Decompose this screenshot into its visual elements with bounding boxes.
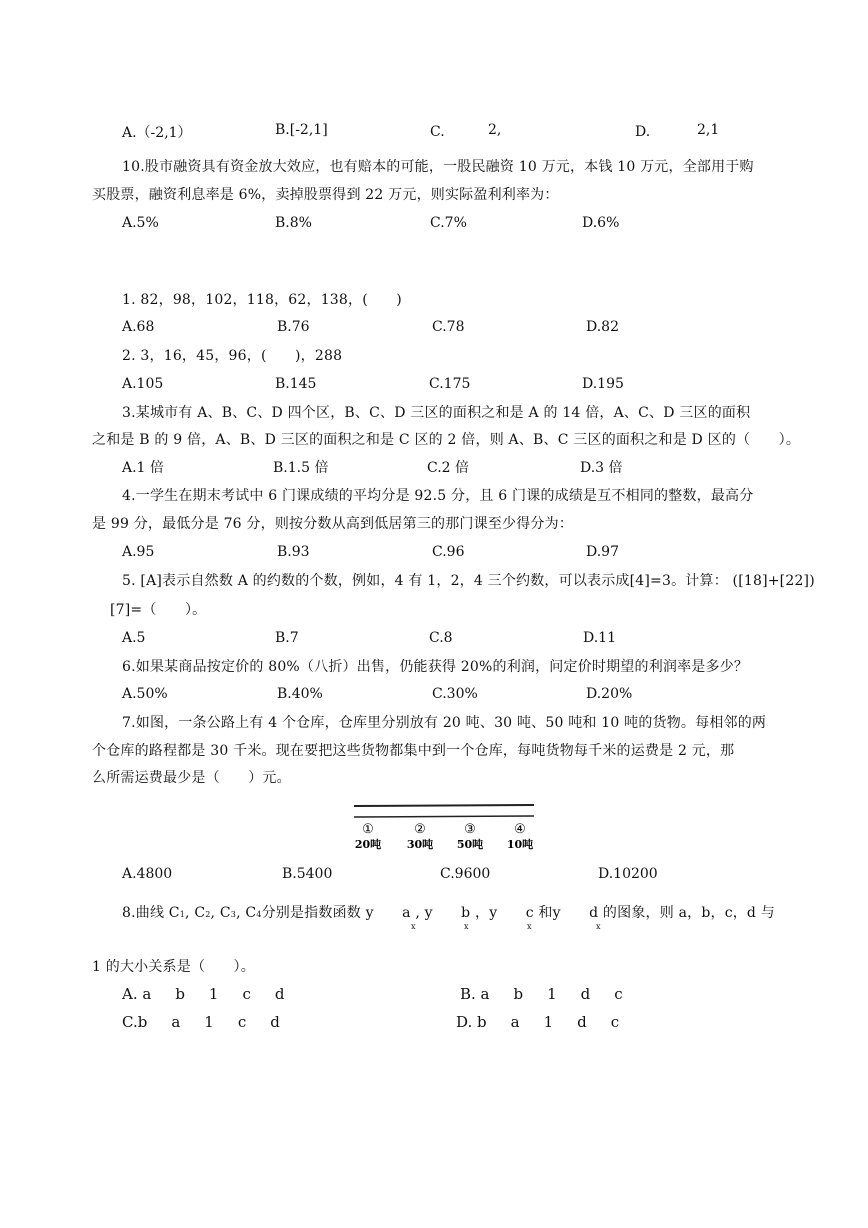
p8-exp-x-1: x: [411, 922, 416, 931]
p8-func-b: y b: [424, 905, 471, 921]
p8-tail: 的图象，则 a，b，c，d 与: [598, 905, 775, 921]
p8-options-row1: [0, 985, 868, 1009]
q9-option-b: B.[-2,1]: [275, 122, 328, 138]
p5-option-d: D.11: [583, 630, 616, 646]
road-bottom-line: [354, 816, 534, 817]
p8-options-row2: [0, 1013, 868, 1037]
p7-option-d: D.10200: [598, 866, 658, 882]
p8-sub-3: 3: [230, 910, 237, 919]
p8-option-b-term-3: 1: [547, 985, 557, 1003]
warehouse-3-marker: ③: [464, 822, 476, 837]
p4-text-line2: 是 99 分，最低分是 76 分，则按分数从高到低居第三的那门课至少得分为：: [92, 516, 574, 532]
p4-options: [0, 544, 868, 568]
p4-option-d: D.97: [586, 544, 619, 560]
p7-road-figure: [352, 800, 538, 854]
warehouse-1-marker: ①: [362, 822, 374, 837]
p4-option-c: C.96: [432, 544, 465, 560]
q9-option-a: A.（-2,1）: [122, 125, 192, 141]
p6-option-a: A.50%: [122, 686, 168, 702]
q10-option-b: B.8%: [275, 215, 312, 231]
p2-option-a: A.105: [122, 376, 164, 392]
p7-options: [0, 866, 868, 890]
p5-text-line2: [7]=（ ）。: [110, 602, 207, 618]
p4-option-a: A.95: [122, 544, 155, 560]
p3-options: [0, 457, 868, 481]
p8-func-c: y c: [489, 905, 534, 921]
p1-options: [0, 319, 868, 343]
p2-option-b: B.145: [275, 376, 317, 392]
q10-option-d: D.6%: [582, 215, 620, 231]
p8-exp-x-4: x: [596, 922, 601, 931]
q10-option-a: A.5%: [122, 215, 159, 231]
p8-option-b: [460, 985, 623, 1003]
p5-options: [0, 630, 868, 654]
p8-option-a-term-2: b: [175, 985, 185, 1003]
p8-sep-2: ，: [470, 905, 490, 921]
p8-mid: 分别是指数函数: [261, 905, 366, 921]
p8-option-b-term-5: c: [614, 985, 623, 1003]
road-top-line: [354, 805, 534, 806]
p8-option-b-term-1: B. a: [460, 985, 490, 1003]
p8-option-d-term-1: D. b: [456, 1013, 487, 1031]
p1-option-b: B.76: [277, 319, 310, 335]
p8-sub-4: 4: [256, 910, 262, 919]
p7-text-line2: 个仓库的路程都是 30 千米。现在要把这些货物都集中到一个仓库，每吨货物每千米的运费是 2 元，那: [92, 743, 735, 759]
p8-option-c-term-5: d: [270, 1013, 280, 1031]
p3-option-b: B.1.5 倍: [273, 460, 329, 476]
warehouse-3-label: 50吨: [456, 838, 484, 851]
p7-option-c: C.9600: [440, 866, 491, 882]
p8-text-line1: 8.曲线 C1, C2, C3, C4分别是指数函数 y a , y b ，y c 和y d 的图象，则 a，b，c，d 与: [122, 905, 775, 921]
p4-option-b: B.93: [277, 544, 310, 560]
p2-text: 2. 3，16，45，96，( )，288: [122, 348, 343, 364]
p6-text-line1: 6.如果某商品按定价的 80%（八折）出售，仍能获得 20%的利润，问定价时期望的利润率是多少？: [122, 659, 749, 675]
p8-option-a: [122, 985, 284, 1003]
q9-option-c: C.: [430, 124, 445, 140]
q10-option-c: C.7%: [430, 215, 467, 231]
p2-option-c: C.175: [429, 376, 471, 392]
p4-text-line1: 4.一学生在期末考试中 6 门课成绩的平均分是 92.5 分，且 6 门课的成绩是互不相同的整数，最高分: [122, 488, 754, 504]
p8-sub-2: 2: [205, 910, 211, 919]
p3-option-a: A.1 倍: [122, 460, 164, 476]
p7-option-b: B.5400: [282, 866, 333, 882]
p2-option-d: D.195: [582, 376, 624, 392]
p8-sep-1: ,: [410, 905, 425, 921]
p8-func-d: y d: [552, 905, 599, 921]
p7-text-line1: 7.如图，一条公路上有 4 个仓库，仓库里分别放有 20 吨、30 吨、50 吨和 10 吨的货物。每相邻的两: [122, 715, 767, 731]
p8-text-line2: 1 的大小关系是（ ）。: [92, 959, 255, 975]
p5-option-b: B.7: [275, 630, 299, 646]
p8-option-a-term-3: 1: [208, 985, 219, 1003]
p5-text-line1: 5. [A]表示自然数 A 的约数的个数，例如，4 有 1，2，4 三个约数，可以表示成[4]=3。计算： ([18]+[22]): [122, 573, 815, 589]
p1-option-c: C.78: [432, 319, 465, 335]
q10-text-line2: 买股票，融资利息率是 6%，卖掉股票得到 22 万元，则实际盈利利率为：: [92, 187, 559, 203]
p8-option-a-term-4: c: [242, 985, 251, 1003]
p5-option-c: C.8: [429, 630, 453, 646]
p8-option-a-term-1: A. a: [122, 985, 152, 1003]
p8-sub-1: 1: [179, 910, 186, 919]
p8-option-c-term-2: a: [171, 1013, 181, 1031]
q9-option-d: D.: [635, 124, 651, 140]
p8-option-c-term-4: c: [237, 1013, 247, 1031]
p8-option-c-term-3: 1: [204, 1013, 214, 1031]
p8-option-d-term-5: c: [610, 1013, 620, 1031]
p8-sep-3: 和: [533, 905, 553, 921]
p8-option-b-term-2: b: [513, 985, 524, 1003]
q9-option-c-value: 2,: [488, 122, 502, 138]
q10-text-line1: 10.股市融资具有资金放大效应，也有赔本的可能，一股民融资 10 万元，本钱 10 万元，全部用于购: [122, 159, 754, 175]
p8-option-b-term-4: d: [580, 985, 591, 1003]
warehouse-2-marker: ②: [414, 822, 426, 837]
p8-exp-x-3: x: [527, 922, 532, 931]
p8-option-a-term-5: d: [274, 985, 285, 1003]
p1-option-a: A.68: [122, 319, 155, 335]
p8-option-d-term-3: 1: [543, 1013, 554, 1031]
p7-text-line3: 么所需运费最少是（ ）元。: [92, 770, 291, 786]
p8-lead: 8.曲线 C: [122, 905, 180, 921]
p6-option-b: B.40%: [277, 686, 323, 702]
p3-text-line1: 3.某城市有 A、B、C、D 四个区，B、C、D 三区的面积之和是 A 的 14 倍，A、C、D 三区的面积: [122, 405, 751, 421]
q9-options: [0, 122, 868, 146]
p3-text-line2: 之和是 B 的 9 倍，A、B、D 三区的面积之和是 C 区的 2 倍，则 A、B、C 三区的面积之和是 D 区的（ ）。: [92, 432, 801, 448]
p6-options: [0, 686, 868, 710]
p1-option-d: D.82: [586, 319, 619, 335]
p8-option-d-term-2: a: [510, 1013, 520, 1031]
p8-option-c-term-1: C.b: [122, 1013, 148, 1031]
p6-option-c: C.30%: [432, 686, 478, 702]
p1-text: 1. 82，98，102，118，62，138，( ): [122, 292, 402, 308]
q9-option-d-value: 2,1: [697, 122, 720, 138]
q10-options: [0, 215, 868, 239]
p8-option-d: [456, 1013, 619, 1031]
warehouse-2-label: 30吨: [406, 838, 434, 851]
warehouse-4-label: 10吨: [506, 838, 534, 851]
p8-exp-x-2: x: [464, 922, 469, 931]
p8-option-c: [122, 1013, 280, 1031]
p5-option-a: A.5: [122, 630, 146, 646]
p8-func-a: y a: [365, 905, 411, 921]
p7-option-a: A.4800: [122, 866, 173, 882]
p2-options: [0, 376, 868, 400]
warehouse-4-marker: ④: [514, 822, 526, 837]
p3-option-c: C.2 倍: [427, 460, 470, 476]
p8-option-d-term-4: d: [577, 1013, 587, 1031]
p6-option-d: D.20%: [586, 686, 633, 702]
p3-option-d: D.3 倍: [580, 460, 623, 476]
warehouse-1-label: 20吨: [354, 838, 382, 851]
